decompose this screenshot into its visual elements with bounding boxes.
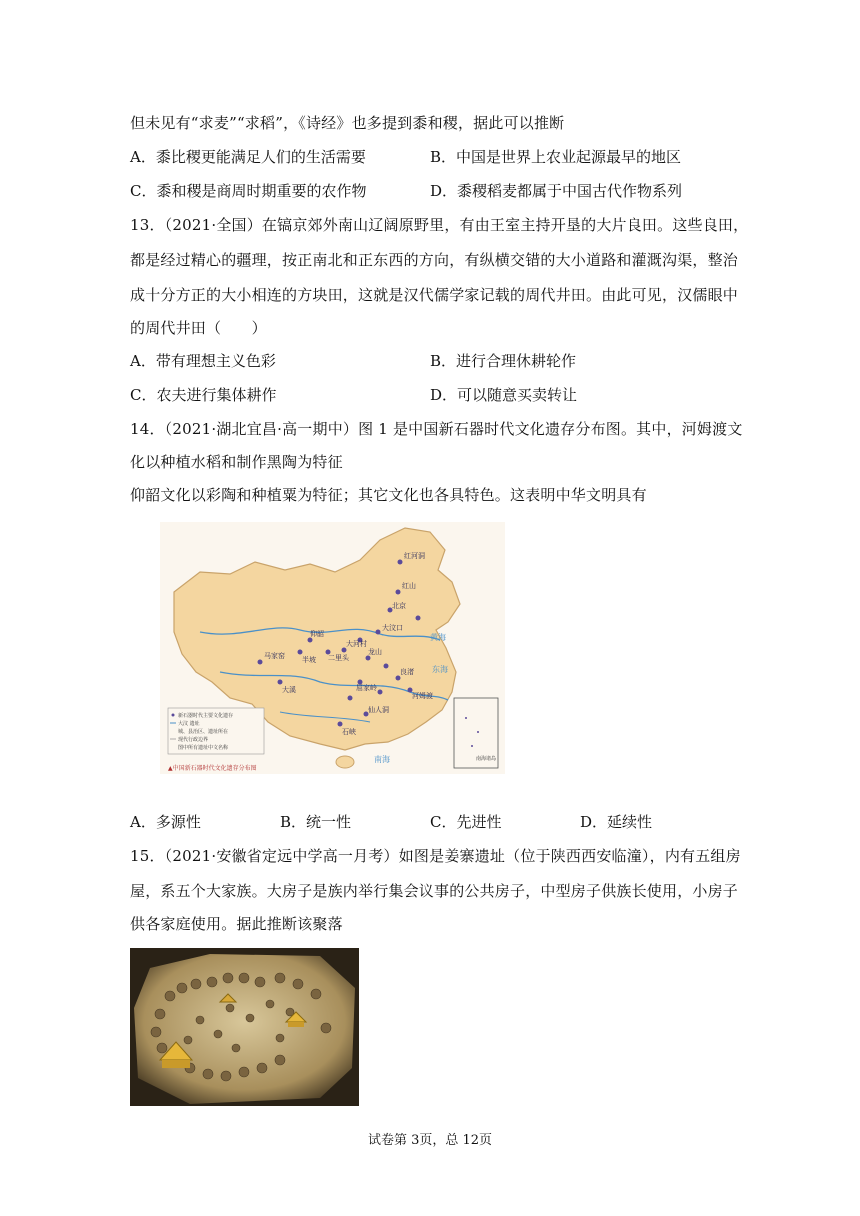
sea-label: 东海 <box>432 665 448 674</box>
site-label: 屈家岭 <box>356 684 377 692</box>
site-label: 仙人洞 <box>368 706 389 714</box>
q13-stem-line-2: 都是经过精心的疆理，按正南北和正东西的方向，有纵横交错的大小道路和灌溉沟渠，整治 <box>130 251 739 269</box>
q14-stem-line-2: 化以种植水稻和制作黑陶为特征 <box>130 453 343 471</box>
q12-option-b: B．中国是世界上农业起源最早的地区 <box>430 148 682 166</box>
site-label: 仰韶 <box>310 630 324 638</box>
site-label: 红山 <box>402 582 416 590</box>
site-label: 良渚 <box>400 668 414 676</box>
legend-item: 新石器时代主要文化遗存 <box>178 713 234 719</box>
q13-option-b: B．进行合理休耕轮作 <box>430 352 577 370</box>
site-label: 大汶口 <box>382 624 403 632</box>
q13-option-d: D．可以随意买卖转让 <box>430 386 578 404</box>
site-label: 河姆渡 <box>412 692 433 700</box>
q14-stem-line-3: 仰韶文化以彩陶和种植粟为特征；其它文化也各具特色。这表明中华文明具有 <box>130 486 647 504</box>
q13-stem-line-1: 13．（2021·全国）在镐京郊外南山辽阔原野里，有由王室主持开垦的大片良田。这些良田， <box>130 216 749 234</box>
q14-option-a: A．多源性 <box>130 813 201 831</box>
legend-item: 大汶 遗址 <box>178 721 200 727</box>
q12-option-a: A．黍比稷更能满足人们的生活需要 <box>130 148 366 166</box>
q13-stem-line-4: 的周代井田（ ） <box>130 319 267 337</box>
site-label: 大河村 <box>346 640 367 648</box>
site-label: 半坡 <box>302 656 316 664</box>
site-label: 北京 <box>392 602 406 610</box>
q12-option-c: C．黍和稷是商周时期重要的农作物 <box>130 182 367 200</box>
q14-option-c: C．先进性 <box>430 813 502 831</box>
site-label: 二里头 <box>328 654 349 662</box>
site-label: 龙山 <box>368 648 382 656</box>
q13-stem-line-3: 成十分方正的大小相连的方块田，这就是汉代儒学家记载的周代井田。由此可见，汉儒眼中 <box>130 286 739 304</box>
site-label: 石峡 <box>342 728 356 736</box>
q15-stem-line-1: 15．（2021·安徽省定远中学高一月考）如图是姜寨遗址（位于陕西西安临潼），内有五组房 <box>130 847 741 865</box>
legend-item: 图中所有遗址中文名称 <box>178 745 229 751</box>
q13-option-c: C．农夫进行集体耕作 <box>130 386 277 404</box>
q15-stem-line-3: 供各家庭使用。据此推断该聚落 <box>130 915 343 933</box>
sea-label: 南海 <box>374 755 390 764</box>
q12-option-d: D．黍稷稻麦都属于中国古代作物系列 <box>430 182 683 200</box>
legend-item: 现代行政边界 <box>178 737 209 743</box>
site-label: 红河洞 <box>404 552 425 560</box>
q15-stem-line-2: 屋，系五个大家族。大房子是族内举行集会议事的公共房子，中型房子供族长使用，小房子 <box>130 882 739 900</box>
q13-option-a: A．带有理想主义色彩 <box>130 352 276 370</box>
q14-option-d: D．延续性 <box>580 813 653 831</box>
site-label: 马家窑 <box>264 652 285 660</box>
sea-label: 黄海 <box>430 633 446 642</box>
legend-item: 城、县治区、遗址所在 <box>178 729 229 735</box>
q12-stem-tail: 但未见有“求麦”“求稻”，《诗经》也多提到黍和稷，据此可以推断 <box>130 114 565 132</box>
site-label: 大溪 <box>282 686 296 694</box>
neolithic-sites-map <box>160 522 505 774</box>
jiangzhai-settlement-photo <box>130 948 359 1106</box>
page-footer: 试卷第 3页，总 12页 <box>367 1133 493 1148</box>
inset-label: 南海诸岛 <box>476 756 497 762</box>
map-caption: ▲中国新石器时代文化遗存分布图 <box>168 765 257 772</box>
q14-option-b: B．统一性 <box>280 813 352 831</box>
q14-stem-line-1: 14．（2021·湖北宜昌·高一期中）图 1 是中国新石器时代文化遗存分布图。其中，河姆渡文 <box>130 420 743 438</box>
